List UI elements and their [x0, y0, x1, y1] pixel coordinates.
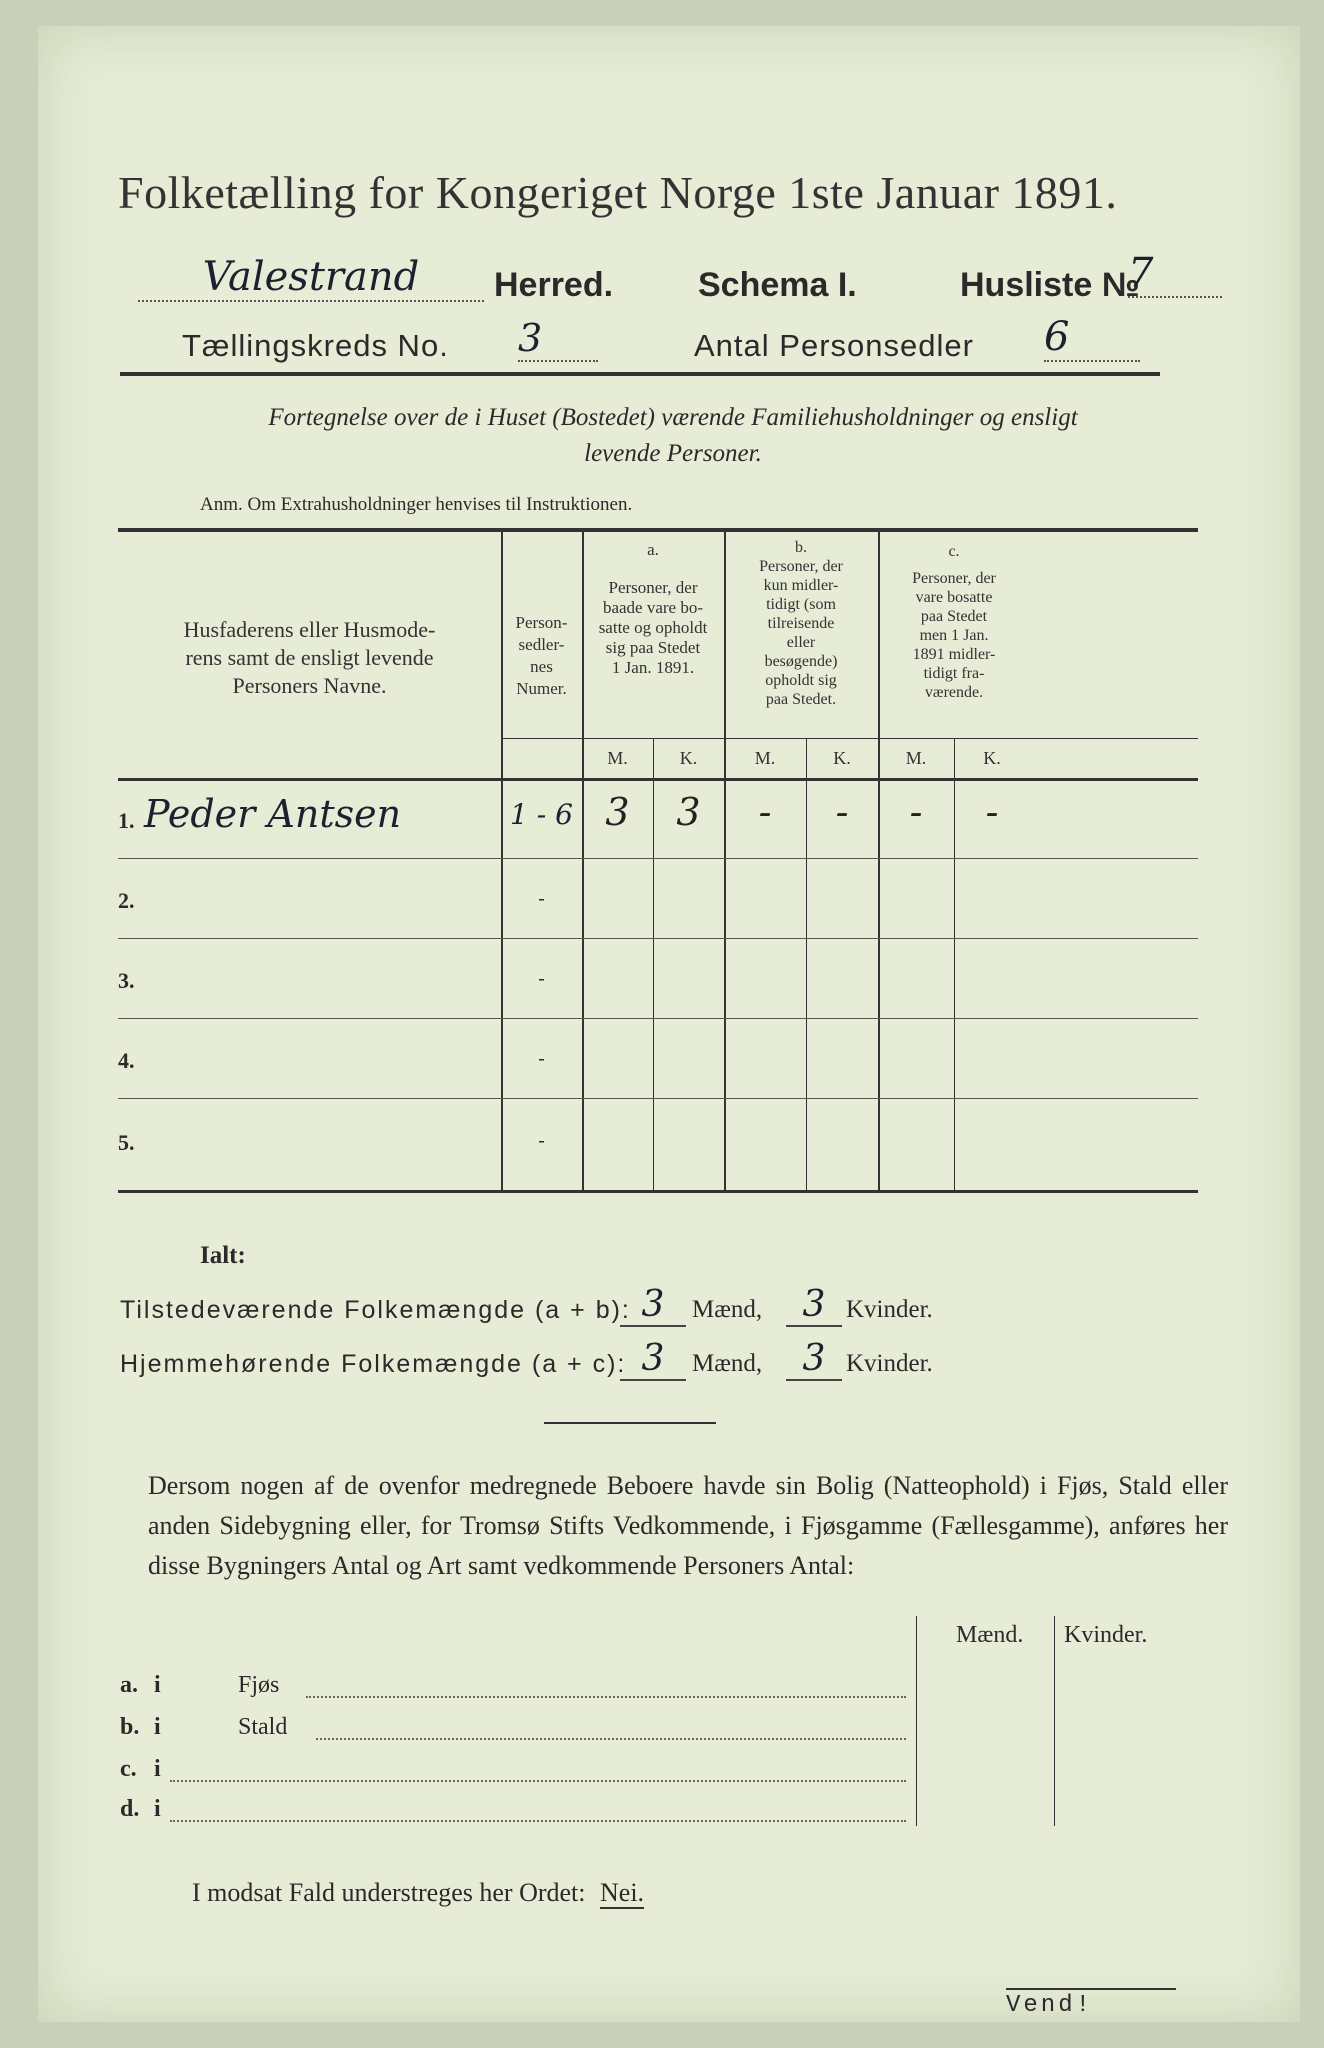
intro-text [138, 400, 1208, 472]
total-present-men: 3 [620, 1284, 686, 1327]
buildings-table: Mænd. Kvinder. a. i Fjøs b. i Stald c. i d. i [120, 1616, 1220, 1836]
schema-label: Schema I. [698, 266, 857, 304]
col-header-person-num: Person- sedler- nes Numer. [515, 613, 568, 698]
total-resident-women: 3 [786, 1338, 842, 1381]
form-title: Folketælling for Kongeriget Norge 1ste Januar 1891. [118, 167, 1118, 218]
ialt-label: Ialt: [200, 1242, 246, 1269]
total-present-women: 3 [786, 1284, 842, 1327]
header-rule [120, 372, 1160, 376]
table-row: 2. - [118, 886, 545, 913]
mk-a-m: M. [607, 748, 628, 768]
kreds-value: 3 [518, 316, 598, 362]
intro-line-2: levende Personer. [584, 440, 762, 467]
intro-line-1: Fortegnelse over de i Huset (Bostedet) værende Familiehusholdninger og ensligt [268, 404, 1078, 431]
kreds-line [138, 314, 1238, 374]
mk-b-m: M. [754, 748, 776, 768]
kreds-label: Tællingskreds No. [182, 328, 449, 363]
col-header-c: c. Personer, der vare bosatte paa Stedet men 1 Jan. 1891 midler- tidigt fra- værende. [912, 543, 996, 701]
totals-row-resident: Hjemmehørende Folkemængde (a + c): 3 Mænd, 3 Kvinder. [120, 1338, 933, 1379]
totals-row-present: Tilstedeværende Folkemængde (a + b): 3 Mænd, 3 Kvinder. [120, 1284, 933, 1325]
husliste-label: Husliste № [960, 266, 1140, 304]
building-row-c: c. i [120, 1752, 916, 1792]
table-row: 1. Peder Antsen 1 - 6 3 3 - - - - [118, 790, 999, 836]
total-resident-men: 3 [620, 1338, 686, 1381]
antal-label: Antal Personsedler [694, 328, 974, 363]
antal-value: 6 [1044, 314, 1140, 362]
household-name: Peder Antsen [144, 792, 402, 836]
vend-rule [1006, 1988, 1176, 1990]
mk-c-k: K. [983, 748, 1001, 768]
building-row-d: d. i [120, 1792, 916, 1832]
vend-label: Vend! [1006, 1992, 1094, 2019]
table-row: 3. - [118, 966, 545, 993]
modsat-line: I modsat Fald understreges her Ordet: Nei. [192, 1878, 645, 1907]
mk-b-k: K. [833, 748, 851, 768]
buildings-paragraph: Dersom nogen af de ovenfor medregnede Beboere havde sin Bolig (Natteophold) i Fjøs, Stald eller anden Sidebygning eller, for Tromsø Stifts Vedkommende, i Fjøsgamme (Fællesgamme), anføres her disse Bygningers Antal og Art samt vedkommende Personers Antal: [148, 1471, 1228, 1580]
husliste-value: 7 [1128, 250, 1222, 298]
table-row: 4. - [118, 1046, 545, 1073]
col-header-names: Husfaderens eller Husmode- rens samt de ensligt levende Personers Navne. [183, 617, 436, 698]
nei-word: Nei. [600, 1878, 645, 1907]
herred-line [138, 250, 1238, 314]
col-header-a: a. Personer, der baade vare bo- satte og opholdt sig paa Stedet 1 Jan. 1891. [598, 540, 708, 677]
building-row-stald: b. i Stald [120, 1710, 916, 1750]
census-form [38, 26, 1300, 2022]
anm-note: Anm. Om Extrahusholdninger henvises til Instruktionen. [200, 494, 633, 515]
section-divider [544, 1422, 716, 1424]
building-row-fjos: a. i Fjøs [120, 1668, 916, 1708]
herred-value: Valestrand [138, 254, 484, 302]
household-table [118, 528, 1198, 1196]
col-header-b: b. Personer, der kun midler- tidigt (som tilreisende eller besøgende) opholdt sig paa Stedet. [759, 539, 843, 708]
herred-label: Herred. [494, 266, 614, 304]
table-row: 5. - [118, 1128, 545, 1155]
mk-c-m: M. [905, 748, 927, 768]
person-num: 1 - 6 [510, 798, 573, 831]
mk-a-k: K. [679, 748, 698, 768]
